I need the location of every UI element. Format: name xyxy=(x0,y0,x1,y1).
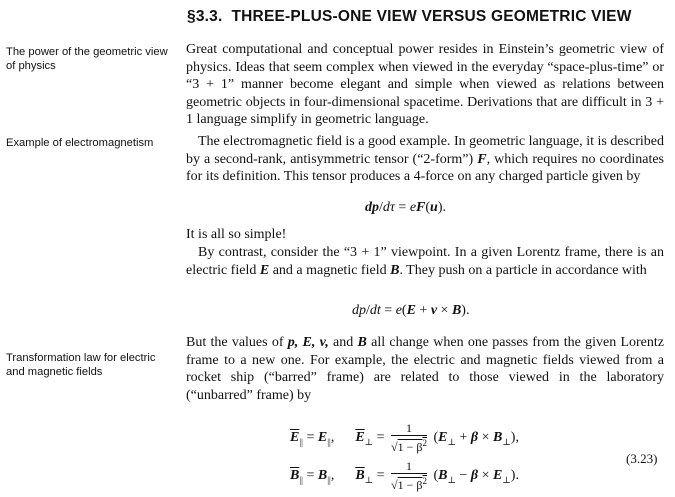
equation-E-transform: $\overline{E}_{||} = E_{||}$, $\overline{E}_\perp$ = $\frac{1}{√1 - \beta^2}$ $(E_\perp + \beta \times B_\perp)$, xyxy=(290,421,519,454)
tensor-symbol-F: F xyxy=(477,151,487,167)
section-number: §3.3. xyxy=(187,8,223,25)
equation-4-force: dp/dτ = eF(u). xyxy=(365,200,447,215)
p5-and: and xyxy=(333,335,354,350)
eq1-e: e xyxy=(409,200,417,215)
field-symbol-B: B xyxy=(390,262,400,278)
margin-note-electromagnetism: Example of electromagnetism xyxy=(6,137,154,149)
p4-text-c: . They push on a particle in accordance with xyxy=(399,262,647,278)
equation-number: (3.23) xyxy=(626,451,658,466)
section-heading xyxy=(187,8,632,26)
equation-B-transform: $\overline{B}_{||} = B_{||}$, $\overline{B}_\perp$ = $\frac{1}{√1 - \beta^2}$ $(B_\perp - \beta \times E_\perp)$. xyxy=(290,459,519,492)
field-symbol-E: E xyxy=(259,262,270,278)
p5-text-a: But the values of xyxy=(186,335,284,350)
eq1-lhs: dp xyxy=(365,200,379,215)
p5-symbol-B: B xyxy=(357,335,367,350)
p2-text-a: The electromagnetic field is a good example. In geometric language, it is described by a second-rank, antisymmetric tensor (“2-form”) xyxy=(186,134,664,167)
eq1-u: u xyxy=(430,200,438,215)
p5-symbols: p, E, v, xyxy=(287,335,329,350)
margin-note-transformation-law: Transformation law for electric and magnetic fields xyxy=(6,352,156,378)
section-title: THREE-PLUS-ONE VIEW VERSUS GEOMETRIC VIEW xyxy=(231,8,632,25)
p4-text-b: and a magnetic field xyxy=(272,262,387,278)
paragraph-transformation xyxy=(186,334,664,404)
p4-text-a: By contrast, consider the “3 + 1” viewpoint. In a given Lorentz frame, there is an electric field xyxy=(186,245,664,278)
equation-lorentz-force: dp/dt = e(E + v × B). xyxy=(352,303,470,318)
p2-text-b: , which requires no coordinates for its definition. This tensor produces a 4-force on any charged particle given by xyxy=(186,151,664,185)
eq1-F: F xyxy=(416,200,426,215)
margin-note-geometric-power: The power of the geometric view of physics xyxy=(6,46,168,72)
paragraph-so-simple: It is all so simple! xyxy=(186,227,287,242)
paragraph-geometric-view: Great computational and conceptual power resides in Einstein’s geometric view of physics. Ideas that seem complex when viewed in the everyday “space-plus-time” or “3 + 1” manner become elegant and simple when viewed as relations between geometric objects in four-dimensional spacetime. Derivations that are difficult in 3 + 1 language simplify in geometric language. xyxy=(186,42,664,128)
paragraph-3plus1 xyxy=(186,244,664,279)
eq1-dtau: dτ xyxy=(382,200,395,215)
paragraph-electromagnetism xyxy=(186,133,664,186)
p5-text-b: all change when one passes from the given Lorentz frame to a new one. For example, the electric and magnetic fields viewed from a rocket ship (“barred” frame) are related to those viewed in the laboratory (“unbarred” frame) by xyxy=(186,335,664,403)
